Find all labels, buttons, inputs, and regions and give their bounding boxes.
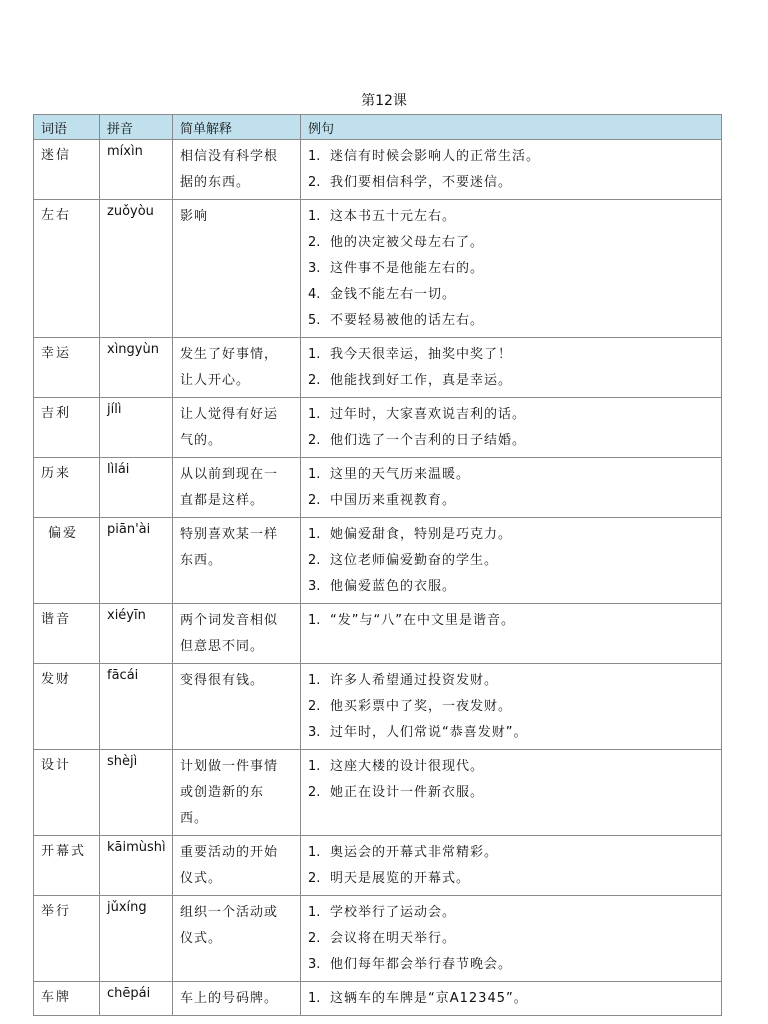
example-text: 这位老师偏爱勤奋的学生。 <box>330 553 499 568</box>
example-sentence <box>308 282 715 308</box>
vocab-definition <box>173 604 301 664</box>
example-number: 3. <box>308 261 321 276</box>
example-sentence <box>308 926 715 952</box>
definition-line: 特别喜欢某一样 <box>180 527 279 542</box>
definition-line: 重要活动的开始 <box>180 845 279 860</box>
example-text: 学校举行了运动会。 <box>330 905 457 920</box>
vocabulary-table <box>33 114 722 1016</box>
example-sentence <box>308 256 715 282</box>
example-sentence <box>308 780 715 806</box>
vocab-word: 历来 <box>34 458 100 518</box>
definition-line: 气的。 <box>180 433 223 448</box>
table-row <box>34 836 722 896</box>
vocab-definition <box>173 200 301 338</box>
example-number: 4. <box>308 287 321 302</box>
example-text: 许多人希望通过投资发财。 <box>330 673 499 688</box>
definition-line: 仪式。 <box>180 931 223 946</box>
vocab-pinyin: chēpái <box>100 982 173 1016</box>
example-sentence <box>308 488 715 514</box>
example-sentence <box>308 522 715 548</box>
vocab-pinyin: zuǒyòu <box>100 200 173 338</box>
vocab-word: 开幕式 <box>34 836 100 896</box>
vocab-word: 举行 <box>34 896 100 982</box>
vocab-pinyin: lìlái <box>100 458 173 518</box>
example-text: 我今天很幸运，抽奖中奖了！ <box>330 347 513 362</box>
vocab-pinyin: xiéyīn <box>100 604 173 664</box>
example-number: 1. <box>308 905 321 920</box>
vocab-pinyin: xìngyùn <box>100 338 173 398</box>
example-text: 会议将在明天举行。 <box>330 931 457 946</box>
vocab-definition <box>173 518 301 604</box>
example-number: 1. <box>308 759 321 774</box>
definition-line: 变得很有钱。 <box>180 673 265 688</box>
example-sentence <box>308 342 715 368</box>
definition-line: 计划做一件事情 <box>180 759 279 774</box>
header-example: 例句 <box>301 115 722 140</box>
vocab-pinyin: shèjì <box>100 750 173 836</box>
vocab-definition <box>173 458 301 518</box>
vocab-examples <box>301 664 722 750</box>
definition-line: 影响 <box>180 209 209 224</box>
example-number: 1. <box>308 845 321 860</box>
example-sentence <box>308 428 715 454</box>
example-text: 奥运会的开幕式非常精彩。 <box>330 845 499 860</box>
vocab-examples <box>301 140 722 200</box>
example-sentence <box>308 840 715 866</box>
vocab-word: 谐音 <box>34 604 100 664</box>
table-row <box>34 140 722 200</box>
example-text: 她偏爱甜食，特别是巧克力。 <box>330 527 513 542</box>
definition-line: 组织一个活动或 <box>180 905 279 920</box>
example-text: 迷信有时候会影响人的正常生活。 <box>330 149 541 164</box>
vocab-word: 迷信 <box>34 140 100 200</box>
example-number: 3. <box>308 957 321 972</box>
header-pinyin: 拼音 <box>100 115 173 140</box>
example-text: 他们每年都会举行春节晚会。 <box>330 957 513 972</box>
example-sentence <box>308 694 715 720</box>
vocab-pinyin: jílì <box>100 398 173 458</box>
definition-line: 车上的号码牌。 <box>180 991 279 1006</box>
vocab-examples <box>301 398 722 458</box>
table-row <box>34 982 722 1016</box>
definition-line: 发生了好事情， <box>180 347 279 362</box>
example-text: 这本书五十元左右。 <box>330 209 457 224</box>
vocab-definition <box>173 664 301 750</box>
example-sentence <box>308 668 715 694</box>
header-definition: 简单解释 <box>173 115 301 140</box>
example-number: 2. <box>308 235 321 250</box>
definition-line: 西。 <box>180 811 209 826</box>
example-number: 2. <box>308 373 321 388</box>
vocab-examples <box>301 604 722 664</box>
example-sentence <box>308 754 715 780</box>
vocab-examples <box>301 458 722 518</box>
example-text: 他的决定被父母左右了。 <box>330 235 485 250</box>
example-text: 我们要相信科学，不要迷信。 <box>330 175 513 190</box>
vocab-pinyin: míxìn <box>100 140 173 200</box>
table-row <box>34 458 722 518</box>
example-number: 2. <box>308 553 321 568</box>
table-row <box>34 398 722 458</box>
example-text: 她正在设计一件新衣服。 <box>330 785 485 800</box>
example-sentence <box>308 866 715 892</box>
definition-line: 让人觉得有好运 <box>180 407 279 422</box>
vocab-word: 左右 <box>34 200 100 338</box>
vocab-definition <box>173 140 301 200</box>
table-row <box>34 200 722 338</box>
table-row <box>34 338 722 398</box>
example-number: 2. <box>308 175 321 190</box>
definition-line: 仪式。 <box>180 871 223 886</box>
page-title: 第12课 <box>361 93 407 109</box>
example-text: 不要轻易被他的话左右。 <box>330 313 485 328</box>
example-sentence <box>308 144 715 170</box>
vocab-definition <box>173 750 301 836</box>
example-number: 1. <box>308 613 321 628</box>
vocab-word: 吉利 <box>34 398 100 458</box>
example-text: 这件事不是他能左右的。 <box>330 261 485 276</box>
table-row <box>34 518 722 604</box>
vocab-word: 设计 <box>34 750 100 836</box>
vocab-examples <box>301 896 722 982</box>
vocab-pinyin: jǔxíng <box>100 896 173 982</box>
example-text: 明天是展览的开幕式。 <box>330 871 471 886</box>
example-text: 他买彩票中了奖，一夜发财。 <box>330 699 513 714</box>
vocab-word: 偏爱 <box>34 518 100 604</box>
vocab-word: 幸运 <box>34 338 100 398</box>
example-sentence <box>308 548 715 574</box>
example-sentence <box>308 952 715 978</box>
vocab-pinyin: kāimùshì <box>100 836 173 896</box>
vocab-definition <box>173 836 301 896</box>
example-sentence <box>308 170 715 196</box>
vocab-pinyin: fācái <box>100 664 173 750</box>
vocab-examples <box>301 200 722 338</box>
header-word: 词语 <box>34 115 100 140</box>
vocab-definition <box>173 398 301 458</box>
definition-line: 从以前到现在一 <box>180 467 279 482</box>
example-sentence <box>308 308 715 334</box>
example-sentence <box>308 986 715 1012</box>
example-text: “发”与“八”在中文里是谐音。 <box>330 613 515 628</box>
example-sentence <box>308 462 715 488</box>
example-number: 2. <box>308 931 321 946</box>
table-row <box>34 664 722 750</box>
example-number: 2. <box>308 785 321 800</box>
vocab-word: 车牌 <box>34 982 100 1016</box>
table-row <box>34 604 722 664</box>
example-sentence <box>308 402 715 428</box>
definition-line: 让人开心。 <box>180 373 251 388</box>
example-sentence <box>308 900 715 926</box>
table-row <box>34 750 722 836</box>
example-text: 他能找到好工作，真是幸运。 <box>330 373 513 388</box>
example-number: 3. <box>308 725 321 740</box>
definition-line: 相信没有科学根 <box>180 149 279 164</box>
example-sentence <box>308 368 715 394</box>
vocab-pinyin: piān'ài <box>100 518 173 604</box>
definition-line: 两个词发音相似 <box>180 613 279 628</box>
definition-line: 或创造新的东 <box>180 785 265 800</box>
example-text: 他们选了一个吉利的日子结婚。 <box>330 433 527 448</box>
example-text: 这座大楼的设计很现代。 <box>330 759 485 774</box>
example-sentence <box>308 230 715 256</box>
definition-line: 但意思不同。 <box>180 639 265 654</box>
example-text: 中国历来重视教育。 <box>330 493 457 508</box>
example-number: 2. <box>308 433 321 448</box>
example-sentence <box>308 574 715 600</box>
table-row <box>34 896 722 982</box>
example-number: 1. <box>308 347 321 362</box>
example-text: 这辆车的车牌是“京A12345”。 <box>330 991 528 1006</box>
example-text: 过年时，人们常说“恭喜发财”。 <box>330 725 528 740</box>
table-header-row <box>34 115 722 140</box>
example-number: 1. <box>308 209 321 224</box>
vocab-examples <box>301 750 722 836</box>
vocab-examples <box>301 338 722 398</box>
example-text: 他偏爱蓝色的衣服。 <box>330 579 457 594</box>
example-text: 这里的天气历来温暖。 <box>330 467 471 482</box>
example-number: 2. <box>308 871 321 886</box>
example-number: 2. <box>308 699 321 714</box>
example-number: 1. <box>308 673 321 688</box>
table-body <box>34 140 722 1016</box>
example-number: 1. <box>308 149 321 164</box>
definition-line: 据的东西。 <box>180 175 251 190</box>
example-number: 2. <box>308 493 321 508</box>
example-number: 1. <box>308 467 321 482</box>
example-number: 1. <box>308 407 321 422</box>
example-text: 过年时，大家喜欢说吉利的话。 <box>330 407 527 422</box>
vocab-examples <box>301 982 722 1016</box>
example-number: 3. <box>308 579 321 594</box>
definition-line: 直都是这样。 <box>180 493 265 508</box>
example-number: 1. <box>308 527 321 542</box>
example-sentence <box>308 608 715 634</box>
vocab-definition <box>173 338 301 398</box>
vocab-word: 发财 <box>34 664 100 750</box>
example-sentence <box>308 204 715 230</box>
vocab-definition <box>173 982 301 1016</box>
vocab-definition <box>173 896 301 982</box>
example-number: 1. <box>308 991 321 1006</box>
example-text: 金钱不能左右一切。 <box>330 287 457 302</box>
example-sentence <box>308 720 715 746</box>
example-number: 5. <box>308 313 321 328</box>
definition-line: 东西。 <box>180 553 223 568</box>
vocab-examples <box>301 836 722 896</box>
vocab-examples <box>301 518 722 604</box>
